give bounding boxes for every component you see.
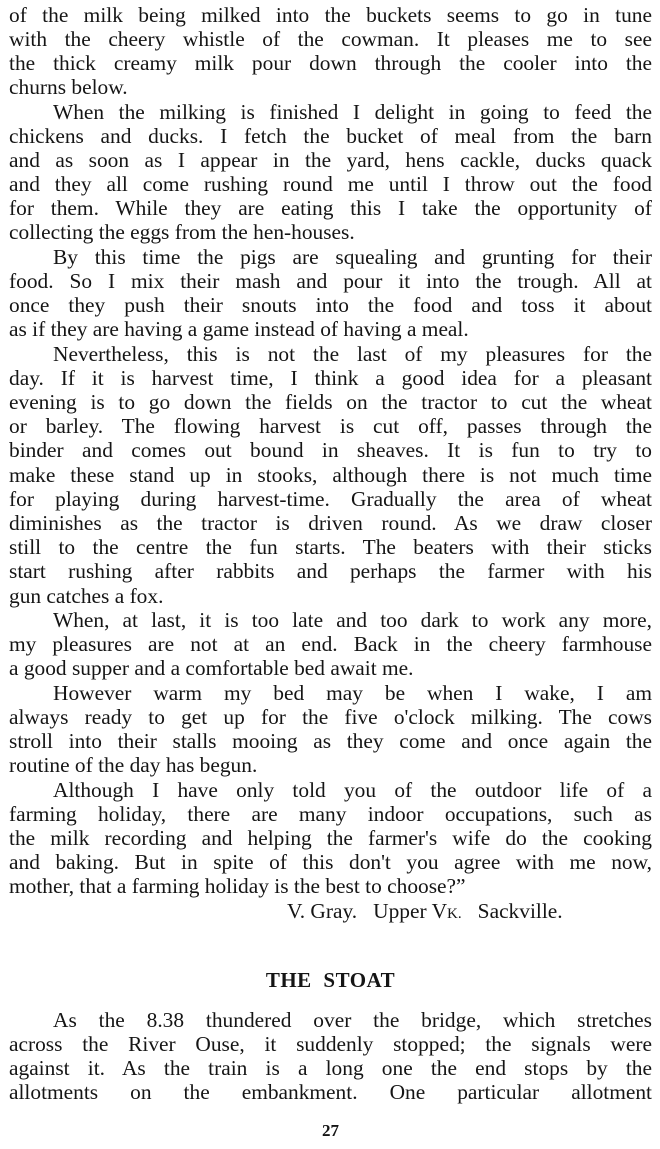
text-line: once they push their snouts into the food and toss it about bbox=[9, 293, 652, 317]
text-line: farming holiday, there are many indoor occupations, such as bbox=[9, 802, 652, 826]
author-form: Upper VK. bbox=[373, 899, 462, 923]
author-house: Sackville. bbox=[477, 899, 563, 923]
text-line: make these stand up in stooks, although there is not much time bbox=[9, 463, 652, 487]
article-title: THE STOAT bbox=[265, 968, 396, 992]
page-number: 27 bbox=[322, 1121, 339, 1140]
text-line: evening is to go down the fields on the tractor to cut the wheat bbox=[9, 390, 652, 414]
paragraph-start-line: By this time the pigs are squealing and grunting for their bbox=[53, 245, 652, 269]
text-line: still to the centre the fun starts. The beaters with their sticks bbox=[9, 535, 652, 559]
text-line: my pleasures are not at an end. Back in the cheery farmhouse bbox=[9, 632, 652, 656]
text-line: routine of the day has begun. bbox=[9, 753, 258, 777]
author-name: V. Gray. bbox=[287, 899, 358, 923]
paragraph-start-line: As the 8.38 thundered over the bridge, which stretches bbox=[53, 1008, 652, 1032]
text-line: the milk recording and helping the farmer's wife do the cooking bbox=[9, 826, 652, 850]
text-line: the thick creamy milk pour down through the cooler into the bbox=[9, 51, 652, 75]
text-line: stroll into their stalls mooing as they come and once again the bbox=[9, 729, 652, 753]
text-line: of the milk being milked into the buckets seems to go in tune bbox=[9, 3, 652, 27]
text-line: for playing during harvest-time. Gradually the area of wheat bbox=[9, 487, 652, 511]
paragraph-start-line: Although I have only told you of the outdoor life of a bbox=[53, 778, 652, 802]
text-line: against it. As the train is a long one the end stops by the bbox=[9, 1056, 652, 1080]
text-line: with the cheery whistle of the cowman. It pleases me to see bbox=[9, 27, 652, 51]
paragraph-start-line: When the milking is finished I delight in going to feed the bbox=[53, 100, 652, 124]
text-line: and as soon as I appear in the yard, hens cackle, ducks quack bbox=[9, 148, 652, 172]
text-line: and baking. But in spite of this don't you agree with me now, bbox=[9, 850, 652, 874]
text-line: binder and comes out bound in sheaves. It is fun to try to bbox=[9, 438, 652, 462]
text-line: mother, that a farming holiday is the best to choose?” bbox=[9, 874, 466, 898]
text-line: for them. While they are eating this I take the opportunity of bbox=[9, 196, 652, 220]
text-line: collecting the eggs from the hen-houses. bbox=[9, 220, 355, 244]
text-line: and they all come rushing round me until I throw out the food bbox=[9, 172, 652, 196]
text-line: diminishes as the tractor is driven round. As we draw closer bbox=[9, 511, 652, 535]
text-line: a good supper and a comfortable bed await me. bbox=[9, 656, 414, 680]
paragraph-start-line: However warm my bed may be when I wake, I am bbox=[53, 681, 652, 705]
text-line: start rushing after rabbits and perhaps the farmer with his bbox=[9, 559, 652, 583]
text-line: food. So I mix their mash and pour it into the trough. All at bbox=[9, 269, 652, 293]
text-line: as if they are having a game instead of having a meal. bbox=[9, 317, 469, 341]
paragraph-start-line: Nevertheless, this is not the last of my pleasures for the bbox=[53, 342, 652, 366]
text-line: churns below. bbox=[9, 75, 128, 99]
text-line: or barley. The flowing harvest is cut off, passes through the bbox=[9, 414, 652, 438]
author-signature bbox=[287, 899, 563, 926]
paragraph-start-line: When, at last, it is too late and too dark to work any more, bbox=[53, 608, 652, 632]
text-line: always ready to get up for the five o'clock milking. The cows bbox=[9, 705, 652, 729]
text-line: gun catches a fox. bbox=[9, 584, 164, 608]
text-line: allotments on the embankment. One particular allotment bbox=[9, 1080, 652, 1104]
text-line: across the River Ouse, it suddenly stopped; the signals were bbox=[9, 1032, 652, 1056]
text-line: day. If it is harvest time, I think a good idea for a pleasant bbox=[9, 366, 652, 390]
text-line: chickens and ducks. I fetch the bucket of meal from the barn bbox=[9, 124, 652, 148]
